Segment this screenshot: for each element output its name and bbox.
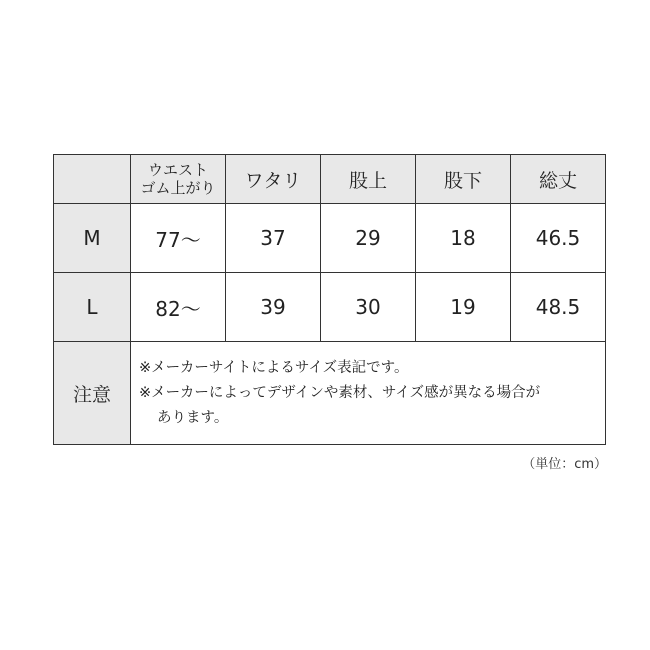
- value-inseam: 19: [416, 273, 511, 342]
- value-waist: 82〜: [131, 273, 226, 342]
- table-row: [54, 273, 606, 342]
- note-line-3: あります。: [157, 409, 229, 426]
- header-waist-line-2: ゴム上がり: [140, 179, 216, 197]
- header-thigh: ワタリ: [226, 155, 321, 204]
- header-rise: 股上: [321, 155, 416, 204]
- header-waist: [131, 155, 226, 204]
- value-inseam: 18: [416, 204, 511, 273]
- header-inseam: 股下: [416, 155, 511, 204]
- notes-label: 注意: [54, 342, 131, 445]
- header-waist-line-1: ウエスト: [147, 161, 208, 179]
- size-table: [53, 154, 606, 445]
- value-rise: 30: [321, 273, 416, 342]
- value-total-length: 46.5: [511, 204, 606, 273]
- note-line-2: ※メーカーによってデザインや素材、サイズ感が異なる場合が: [139, 384, 541, 401]
- notes-cell: [131, 342, 606, 445]
- notes-row: [54, 342, 606, 445]
- value-total-length: 48.5: [511, 273, 606, 342]
- size-label-l: L: [54, 273, 131, 342]
- value-thigh: 39: [226, 273, 321, 342]
- value-waist: 77〜: [131, 204, 226, 273]
- unit-note: （単位：cm）: [522, 457, 607, 472]
- size-label-m: M: [54, 204, 131, 273]
- value-thigh: 37: [226, 204, 321, 273]
- header-corner-cell: [54, 155, 131, 204]
- header-row: [54, 155, 606, 204]
- header-total-length: 総丈: [511, 155, 606, 204]
- table-row: [54, 204, 606, 273]
- value-rise: 29: [321, 204, 416, 273]
- note-line-1: ※メーカーサイトによるサイズ表記です。: [139, 359, 409, 376]
